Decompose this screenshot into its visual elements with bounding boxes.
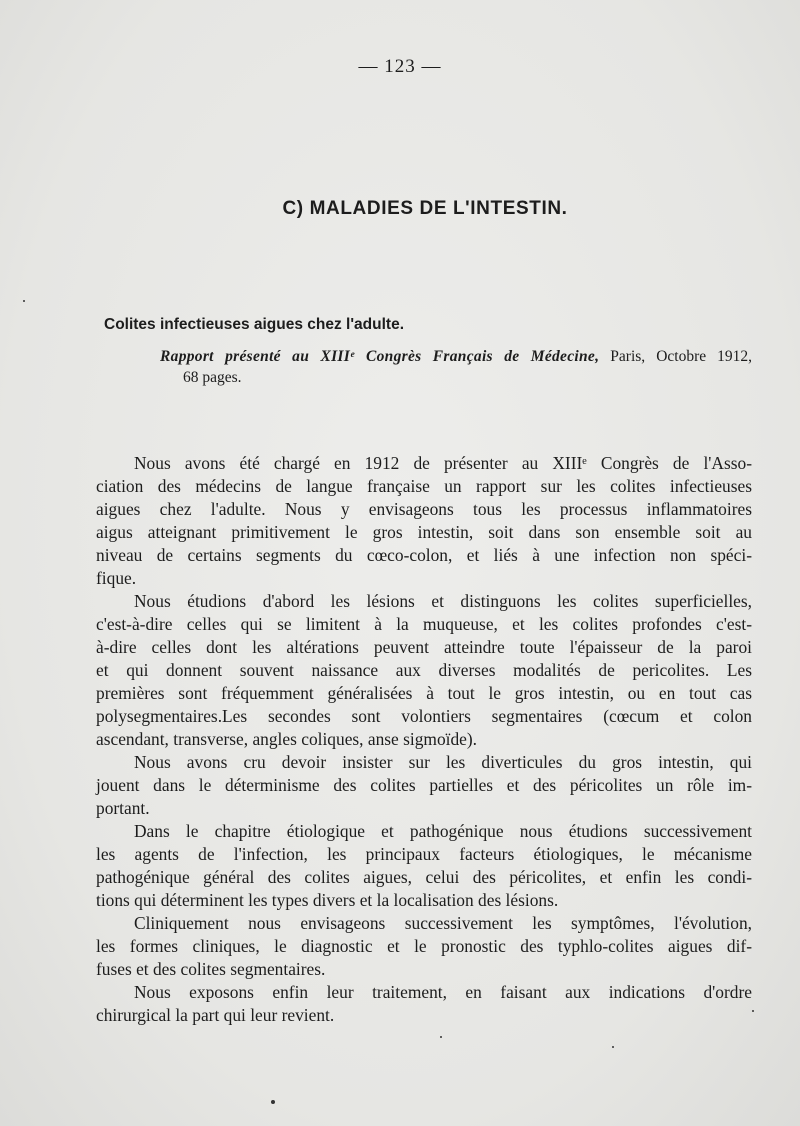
body-line: chirurgical la part qui leur revient. xyxy=(96,1005,335,1025)
body-line: les formes cliniques, le diagnostic et le pronostic des typhlo-colites aigues dif- xyxy=(96,936,752,956)
body-line: Cliniquement nous envisageons successivement les symptômes, l'évolution, xyxy=(134,913,752,933)
body-line: ascendant, transverse, angles coliques, anse sigmoïde). xyxy=(96,729,478,749)
body-line: fuses et des colites segmentaires. xyxy=(96,959,326,979)
body-line: tions qui déterminent les types divers et la localisation des lésions. xyxy=(96,890,559,910)
scan-speck xyxy=(440,1036,442,1038)
body-line: jouent dans le déterminisme des colites partielles et des péricolites un rôle im- xyxy=(96,775,752,795)
body-line: Nous avons cru devoir insister sur les diverticules du gros intestin, qui xyxy=(134,752,752,772)
body-line: et qui donnent souvent naissance aux diverses modalités de pericolites. Les xyxy=(96,660,752,680)
body-line: Nous étudions d'abord les lésions et distinguons les colites superficielles, xyxy=(134,591,752,611)
page-number: — 123 — xyxy=(358,56,442,77)
scan-speck xyxy=(612,1046,614,1048)
body-line: pathogénique général des colites aigues, celui des péricolites, et enfin les condi- xyxy=(96,867,752,887)
body-line: Nous exposons enfin leur traitement, en faisant aux indications d'ordre xyxy=(134,982,752,1002)
body-line: premières sont fréquemment généralisées à tout le gros intestin, ou en tout cas xyxy=(96,683,752,703)
scan-speck xyxy=(752,1010,754,1012)
chapter-title: C) MALADIES DE L'INTESTIN. xyxy=(282,198,568,219)
body-line: les agents de l'infection, les principaux facteurs étiologiques, le mécanisme xyxy=(96,844,752,864)
body-line: fique. xyxy=(96,568,137,588)
body-line: Nous avons été chargé en 1912 de présenter au XIIIᵉ Congrès de l'Asso- xyxy=(134,453,752,473)
body-line: ciation des médecins de langue française un rapport sur les colites infectieuses xyxy=(96,476,752,496)
body-text xyxy=(96,452,752,1027)
body-line: à-dire celles dont les altérations peuvent atteindre toute l'épaisseur de la paroi xyxy=(96,637,752,657)
body-line: niveau de certains segments du cœco-colon, et liés à une infection non spéci- xyxy=(96,545,752,565)
body-line: polysegmentaires.Les secondes sont volontiers segmentaires (cœcum et colon xyxy=(96,706,752,726)
reference-pages: 68 pages. xyxy=(183,369,242,386)
scan-speck xyxy=(271,1100,275,1104)
body-line: Dans le chapitre étiologique et pathogénique nous étudions successivement xyxy=(134,821,752,841)
body-line: aigues chez l'adulte. Nous y envisageons tous les processus inflammatoires xyxy=(96,499,752,519)
reference-title: Colites infectieuses aigues chez l'adulte. xyxy=(104,316,405,333)
body-line: portant. xyxy=(96,798,150,818)
body-line: c'est-à-dire celles qui se limitent à la muqueuse, et les colites profondes c'est- xyxy=(96,614,752,634)
reference-citation xyxy=(160,346,752,368)
scan-speck xyxy=(23,300,25,302)
citation-italic: Rapport présenté au XIIIᵉ Congrès Français de Médecine, xyxy=(160,348,600,365)
citation-rest: Paris, Octobre 1912, xyxy=(599,348,752,365)
body-line: aigus atteignant primitivement le gros intestin, soit dans son ensemble soit au xyxy=(96,522,752,542)
